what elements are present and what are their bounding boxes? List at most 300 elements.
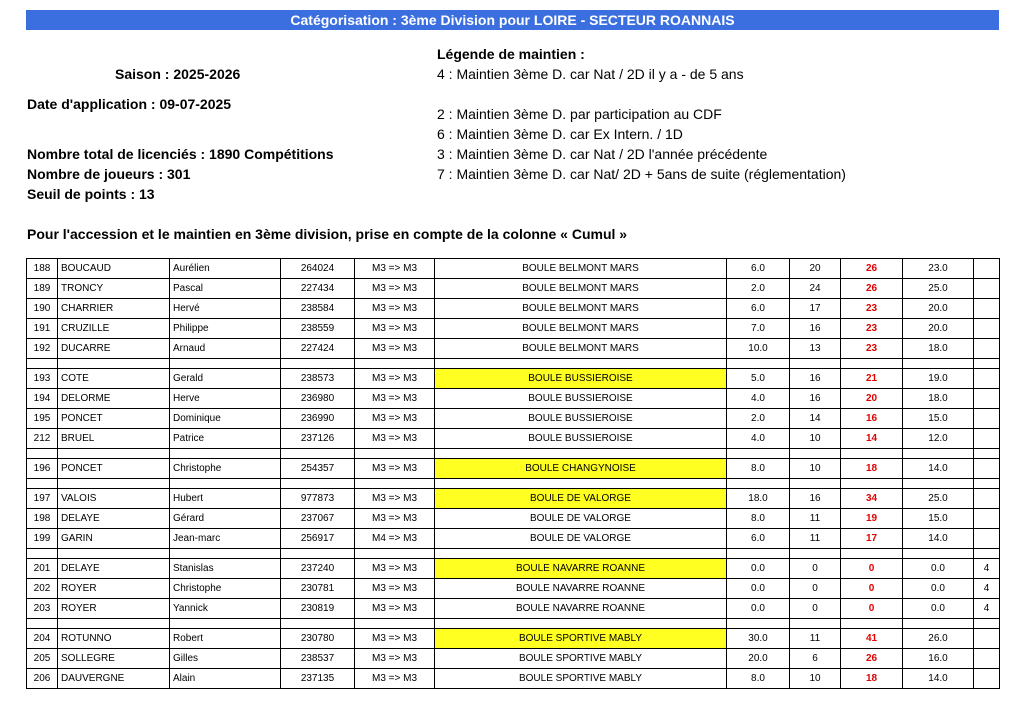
- rank-cell: 205: [27, 649, 58, 669]
- cumul-cell: 14: [841, 429, 903, 449]
- points-d-cell: 26.0: [903, 629, 974, 649]
- last-name-cell: PONCET: [58, 459, 170, 479]
- first-name-cell: Dominique: [170, 409, 281, 429]
- points-a-cell: 0.0: [727, 599, 790, 619]
- licence-cell: 237240: [281, 559, 355, 579]
- separator-cell: [27, 359, 58, 369]
- maintien-code-cell: [974, 279, 1000, 299]
- cumul-cell: 26: [841, 259, 903, 279]
- cumul-cell: 26: [841, 279, 903, 299]
- first-name-cell: Aurélien: [170, 259, 281, 279]
- points-d-cell: 18.0: [903, 339, 974, 359]
- rank-cell: 212: [27, 429, 58, 449]
- maintien-code-cell: [974, 649, 1000, 669]
- category-cell: M3 => M3: [355, 279, 435, 299]
- separator-cell: [790, 359, 841, 369]
- maintien-code-cell: [974, 409, 1000, 429]
- legend-title: Légende de maintien :: [437, 46, 585, 62]
- category-cell: M3 => M3: [355, 629, 435, 649]
- rank-cell: 206: [27, 669, 58, 689]
- maintien-code-cell: [974, 459, 1000, 479]
- table-row: [27, 599, 1000, 619]
- last-name-cell: BOUCAUD: [58, 259, 170, 279]
- licence-cell: 264024: [281, 259, 355, 279]
- category-cell: M3 => M3: [355, 319, 435, 339]
- category-cell: M3 => M3: [355, 339, 435, 359]
- table-row: [27, 459, 1000, 479]
- points-b-cell: 11: [790, 509, 841, 529]
- points-a-cell: 8.0: [727, 509, 790, 529]
- maintien-code-cell: [974, 319, 1000, 339]
- page-title: Catégorisation : 3ème Division pour LOIRE - SECTEUR ROANNAIS: [26, 10, 999, 30]
- last-name-cell: PONCET: [58, 409, 170, 429]
- cumul-cell: 23: [841, 339, 903, 359]
- legend-item: 7 : Maintien 3ème D. car Nat/ 2D + 5ans de suite (réglementation): [437, 166, 846, 182]
- licence-cell: 238584: [281, 299, 355, 319]
- separator-cell: [790, 449, 841, 459]
- points-a-cell: 0.0: [727, 579, 790, 599]
- separator-cell: [903, 549, 974, 559]
- points-d-cell: 20.0: [903, 319, 974, 339]
- rank-cell: 202: [27, 579, 58, 599]
- points-b-cell: 17: [790, 299, 841, 319]
- licence-cell: 238559: [281, 319, 355, 339]
- separator-cell: [58, 359, 170, 369]
- table-row: [27, 629, 1000, 649]
- table-row: [27, 299, 1000, 319]
- category-cell: M3 => M3: [355, 409, 435, 429]
- first-name-cell: Jean-marc: [170, 529, 281, 549]
- separator-cell: [27, 549, 58, 559]
- group-separator: [27, 549, 1000, 559]
- club-cell: BOULE CHANGYNOISE: [435, 459, 727, 479]
- points-d-cell: 18.0: [903, 389, 974, 409]
- separator-cell: [355, 619, 435, 629]
- cumul-note: Pour l'accession et le maintien en 3ème division, prise en compte de la colonne « Cumul »: [27, 226, 628, 242]
- rank-cell: 201: [27, 559, 58, 579]
- licence-cell: 230780: [281, 629, 355, 649]
- rank-cell: 199: [27, 529, 58, 549]
- points-d-cell: 0.0: [903, 599, 974, 619]
- separator-cell: [841, 449, 903, 459]
- points-b-cell: 14: [790, 409, 841, 429]
- points-b-cell: 10: [790, 459, 841, 479]
- points-a-cell: 10.0: [727, 339, 790, 359]
- first-name-cell: Gérard: [170, 509, 281, 529]
- separator-cell: [974, 619, 1000, 629]
- maintien-code-cell: [974, 339, 1000, 359]
- category-cell: M3 => M3: [355, 369, 435, 389]
- last-name-cell: DELORME: [58, 389, 170, 409]
- club-cell: BOULE DE VALORGE: [435, 529, 727, 549]
- separator-cell: [435, 549, 727, 559]
- cumul-cell: 16: [841, 409, 903, 429]
- licence-cell: 227434: [281, 279, 355, 299]
- cumul-cell: 41: [841, 629, 903, 649]
- points-d-cell: 23.0: [903, 259, 974, 279]
- rank-cell: 191: [27, 319, 58, 339]
- first-name-cell: Stanislas: [170, 559, 281, 579]
- cumul-cell: 21: [841, 369, 903, 389]
- separator-cell: [974, 449, 1000, 459]
- points-b-cell: 11: [790, 529, 841, 549]
- points-a-cell: 5.0: [727, 369, 790, 389]
- separator-cell: [435, 619, 727, 629]
- last-name-cell: DAUVERGNE: [58, 669, 170, 689]
- licence-cell: 237067: [281, 509, 355, 529]
- club-cell: BOULE BUSSIEROISE: [435, 409, 727, 429]
- separator-cell: [727, 549, 790, 559]
- points-a-cell: 30.0: [727, 629, 790, 649]
- separator-cell: [58, 619, 170, 629]
- category-cell: M3 => M3: [355, 559, 435, 579]
- points-a-cell: 8.0: [727, 459, 790, 479]
- points-d-cell: 14.0: [903, 459, 974, 479]
- maintien-code-cell: 4: [974, 559, 1000, 579]
- club-cell: BOULE DE VALORGE: [435, 509, 727, 529]
- separator-cell: [281, 449, 355, 459]
- separator-cell: [281, 479, 355, 489]
- licence-cell: 230781: [281, 579, 355, 599]
- first-name-cell: Philippe: [170, 319, 281, 339]
- points-a-cell: 6.0: [727, 259, 790, 279]
- points-a-cell: 0.0: [727, 559, 790, 579]
- separator-cell: [281, 549, 355, 559]
- points-a-cell: 20.0: [727, 649, 790, 669]
- club-cell: BOULE SPORTIVE MABLY: [435, 649, 727, 669]
- rank-cell: 197: [27, 489, 58, 509]
- group-separator: [27, 619, 1000, 629]
- cumul-cell: 18: [841, 669, 903, 689]
- season-label: Saison : 2025-2026: [115, 66, 241, 82]
- cumul-cell: 34: [841, 489, 903, 509]
- table-row: [27, 429, 1000, 449]
- separator-cell: [435, 449, 727, 459]
- cumul-cell: 26: [841, 649, 903, 669]
- cumul-cell: 0: [841, 579, 903, 599]
- application-date-label: Date d'application : 09-07-2025: [27, 96, 232, 112]
- last-name-cell: ROTUNNO: [58, 629, 170, 649]
- points-b-cell: 13: [790, 339, 841, 359]
- separator-cell: [281, 619, 355, 629]
- licence-cell: 237126: [281, 429, 355, 449]
- first-name-cell: Christophe: [170, 459, 281, 479]
- first-name-cell: Arnaud: [170, 339, 281, 359]
- first-name-cell: Robert: [170, 629, 281, 649]
- separator-cell: [790, 619, 841, 629]
- rank-cell: 190: [27, 299, 58, 319]
- last-name-cell: COTE: [58, 369, 170, 389]
- maintien-code-cell: [974, 529, 1000, 549]
- separator-cell: [903, 449, 974, 459]
- category-cell: M3 => M3: [355, 259, 435, 279]
- first-name-cell: Yannick: [170, 599, 281, 619]
- legend-item: 6 : Maintien 3ème D. car Ex Intern. / 1D: [437, 126, 683, 142]
- licence-cell: 230819: [281, 599, 355, 619]
- points-a-cell: 6.0: [727, 299, 790, 319]
- separator-cell: [903, 359, 974, 369]
- maintien-code-cell: 4: [974, 579, 1000, 599]
- category-cell: M3 => M3: [355, 389, 435, 409]
- separator-cell: [903, 619, 974, 629]
- table-row: [27, 319, 1000, 339]
- table-row: [27, 649, 1000, 669]
- separator-cell: [170, 359, 281, 369]
- last-name-cell: TRONCY: [58, 279, 170, 299]
- table-row: [27, 529, 1000, 549]
- club-cell: BOULE NAVARRE ROANNE: [435, 579, 727, 599]
- table-row: [27, 559, 1000, 579]
- first-name-cell: Patrice: [170, 429, 281, 449]
- rank-cell: 188: [27, 259, 58, 279]
- rank-cell: 196: [27, 459, 58, 479]
- separator-cell: [903, 479, 974, 489]
- separator-cell: [58, 479, 170, 489]
- maintien-code-cell: [974, 369, 1000, 389]
- first-name-cell: Hubert: [170, 489, 281, 509]
- table-row: [27, 509, 1000, 529]
- points-d-cell: 20.0: [903, 299, 974, 319]
- points-d-cell: 25.0: [903, 489, 974, 509]
- cumul-cell: 23: [841, 299, 903, 319]
- last-name-cell: ROYER: [58, 579, 170, 599]
- points-b-cell: 16: [790, 369, 841, 389]
- cumul-cell: 19: [841, 509, 903, 529]
- legend-item: 3 : Maintien 3ème D. car Nat / 2D l'année précédente: [437, 146, 768, 162]
- points-d-cell: 14.0: [903, 529, 974, 549]
- cumul-cell: 18: [841, 459, 903, 479]
- table-row: [27, 489, 1000, 509]
- licence-cell: 256917: [281, 529, 355, 549]
- separator-cell: [355, 449, 435, 459]
- club-cell: BOULE SPORTIVE MABLY: [435, 629, 727, 649]
- club-cell: BOULE DE VALORGE: [435, 489, 727, 509]
- maintien-code-cell: [974, 489, 1000, 509]
- table-row: [27, 669, 1000, 689]
- points-d-cell: 0.0: [903, 579, 974, 599]
- first-name-cell: Gerald: [170, 369, 281, 389]
- points-d-cell: 12.0: [903, 429, 974, 449]
- total-licensees-label: Nombre total de licenciés : 1890 Compétitions: [27, 146, 334, 162]
- table-row: [27, 409, 1000, 429]
- first-name-cell: Gilles: [170, 649, 281, 669]
- points-d-cell: 15.0: [903, 409, 974, 429]
- rank-cell: 204: [27, 629, 58, 649]
- separator-cell: [727, 449, 790, 459]
- separator-cell: [841, 479, 903, 489]
- category-cell: M3 => M3: [355, 579, 435, 599]
- points-b-cell: 20: [790, 259, 841, 279]
- category-cell: M3 => M3: [355, 669, 435, 689]
- separator-cell: [27, 479, 58, 489]
- points-d-cell: 16.0: [903, 649, 974, 669]
- category-cell: M3 => M3: [355, 599, 435, 619]
- separator-cell: [355, 549, 435, 559]
- last-name-cell: GARIN: [58, 529, 170, 549]
- points-d-cell: 0.0: [903, 559, 974, 579]
- separator-cell: [435, 359, 727, 369]
- separator-cell: [58, 549, 170, 559]
- points-a-cell: 2.0: [727, 279, 790, 299]
- licence-cell: 236980: [281, 389, 355, 409]
- points-d-cell: 25.0: [903, 279, 974, 299]
- licence-cell: 238573: [281, 369, 355, 389]
- points-d-cell: 19.0: [903, 369, 974, 389]
- players-table: [26, 258, 1000, 689]
- club-cell: BOULE BUSSIEROISE: [435, 389, 727, 409]
- table-row: [27, 579, 1000, 599]
- separator-cell: [727, 359, 790, 369]
- separator-cell: [974, 549, 1000, 559]
- licence-cell: 236990: [281, 409, 355, 429]
- points-b-cell: 0: [790, 599, 841, 619]
- rank-cell: 192: [27, 339, 58, 359]
- table-row: [27, 259, 1000, 279]
- cumul-cell: 23: [841, 319, 903, 339]
- rank-cell: 203: [27, 599, 58, 619]
- last-name-cell: BRUEL: [58, 429, 170, 449]
- points-d-cell: 14.0: [903, 669, 974, 689]
- last-name-cell: DELAYE: [58, 509, 170, 529]
- maintien-code-cell: [974, 259, 1000, 279]
- club-cell: BOULE BELMONT MARS: [435, 279, 727, 299]
- separator-cell: [281, 359, 355, 369]
- club-cell: BOULE BUSSIEROISE: [435, 369, 727, 389]
- rank-cell: 198: [27, 509, 58, 529]
- separator-cell: [974, 359, 1000, 369]
- separator-cell: [435, 479, 727, 489]
- last-name-cell: SOLLEGRE: [58, 649, 170, 669]
- table-row: [27, 369, 1000, 389]
- table-row: [27, 339, 1000, 359]
- points-a-cell: 4.0: [727, 429, 790, 449]
- points-a-cell: 6.0: [727, 529, 790, 549]
- table-row: [27, 389, 1000, 409]
- separator-cell: [790, 549, 841, 559]
- points-b-cell: 16: [790, 489, 841, 509]
- points-d-cell: 15.0: [903, 509, 974, 529]
- last-name-cell: DELAYE: [58, 559, 170, 579]
- category-cell: M4 => M3: [355, 529, 435, 549]
- cumul-cell: 17: [841, 529, 903, 549]
- rank-cell: 195: [27, 409, 58, 429]
- separator-cell: [170, 479, 281, 489]
- licence-cell: 237135: [281, 669, 355, 689]
- club-cell: BOULE SPORTIVE MABLY: [435, 669, 727, 689]
- category-cell: M3 => M3: [355, 649, 435, 669]
- legend-item: 2 : Maintien 3ème D. par participation au CDF: [437, 106, 722, 122]
- club-cell: BOULE NAVARRE ROANNE: [435, 599, 727, 619]
- points-b-cell: 11: [790, 629, 841, 649]
- rank-cell: 189: [27, 279, 58, 299]
- points-b-cell: 0: [790, 559, 841, 579]
- first-name-cell: Herve: [170, 389, 281, 409]
- separator-cell: [355, 479, 435, 489]
- club-cell: BOULE BELMONT MARS: [435, 259, 727, 279]
- club-cell: BOULE BELMONT MARS: [435, 319, 727, 339]
- last-name-cell: CRUZILLE: [58, 319, 170, 339]
- points-b-cell: 16: [790, 389, 841, 409]
- points-b-cell: 24: [790, 279, 841, 299]
- group-separator: [27, 479, 1000, 489]
- maintien-code-cell: [974, 509, 1000, 529]
- licence-cell: 977873: [281, 489, 355, 509]
- points-a-cell: 8.0: [727, 669, 790, 689]
- legend-item: 4 : Maintien 3ème D. car Nat / 2D il y a - de 5 ans: [437, 66, 744, 82]
- separator-cell: [841, 549, 903, 559]
- first-name-cell: Christophe: [170, 579, 281, 599]
- separator-cell: [27, 449, 58, 459]
- category-cell: M3 => M3: [355, 299, 435, 319]
- rank-cell: 193: [27, 369, 58, 389]
- licence-cell: 254357: [281, 459, 355, 479]
- separator-cell: [58, 449, 170, 459]
- rank-cell: 194: [27, 389, 58, 409]
- club-cell: BOULE BELMONT MARS: [435, 339, 727, 359]
- first-name-cell: Hervé: [170, 299, 281, 319]
- first-name-cell: Alain: [170, 669, 281, 689]
- separator-cell: [790, 479, 841, 489]
- cumul-cell: 0: [841, 559, 903, 579]
- points-a-cell: 18.0: [727, 489, 790, 509]
- separator-cell: [841, 359, 903, 369]
- club-cell: BOULE BELMONT MARS: [435, 299, 727, 319]
- category-cell: M3 => M3: [355, 429, 435, 449]
- last-name-cell: CHARRIER: [58, 299, 170, 319]
- last-name-cell: VALOIS: [58, 489, 170, 509]
- category-cell: M3 => M3: [355, 509, 435, 529]
- separator-cell: [974, 479, 1000, 489]
- separator-cell: [170, 549, 281, 559]
- points-b-cell: 10: [790, 429, 841, 449]
- maintien-code-cell: [974, 389, 1000, 409]
- last-name-cell: ROYER: [58, 599, 170, 619]
- category-cell: M3 => M3: [355, 459, 435, 479]
- cumul-cell: 20: [841, 389, 903, 409]
- points-a-cell: 2.0: [727, 409, 790, 429]
- separator-cell: [727, 479, 790, 489]
- points-b-cell: 16: [790, 319, 841, 339]
- maintien-code-cell: [974, 629, 1000, 649]
- points-a-cell: 4.0: [727, 389, 790, 409]
- maintien-code-cell: [974, 429, 1000, 449]
- group-separator: [27, 359, 1000, 369]
- club-cell: BOULE NAVARRE ROANNE: [435, 559, 727, 579]
- separator-cell: [727, 619, 790, 629]
- separator-cell: [170, 619, 281, 629]
- group-separator: [27, 449, 1000, 459]
- first-name-cell: Pascal: [170, 279, 281, 299]
- separator-cell: [355, 359, 435, 369]
- separator-cell: [170, 449, 281, 459]
- points-a-cell: 7.0: [727, 319, 790, 339]
- points-threshold-label: Seuil de points : 13: [27, 186, 155, 202]
- points-b-cell: 6: [790, 649, 841, 669]
- licence-cell: 227424: [281, 339, 355, 359]
- last-name-cell: DUCARRE: [58, 339, 170, 359]
- maintien-code-cell: 4: [974, 599, 1000, 619]
- licence-cell: 238537: [281, 649, 355, 669]
- points-b-cell: 0: [790, 579, 841, 599]
- separator-cell: [27, 619, 58, 629]
- maintien-code-cell: [974, 299, 1000, 319]
- points-b-cell: 10: [790, 669, 841, 689]
- category-cell: M3 => M3: [355, 489, 435, 509]
- maintien-code-cell: [974, 669, 1000, 689]
- player-count-label: Nombre de joueurs : 301: [27, 166, 191, 182]
- table-row: [27, 279, 1000, 299]
- separator-cell: [841, 619, 903, 629]
